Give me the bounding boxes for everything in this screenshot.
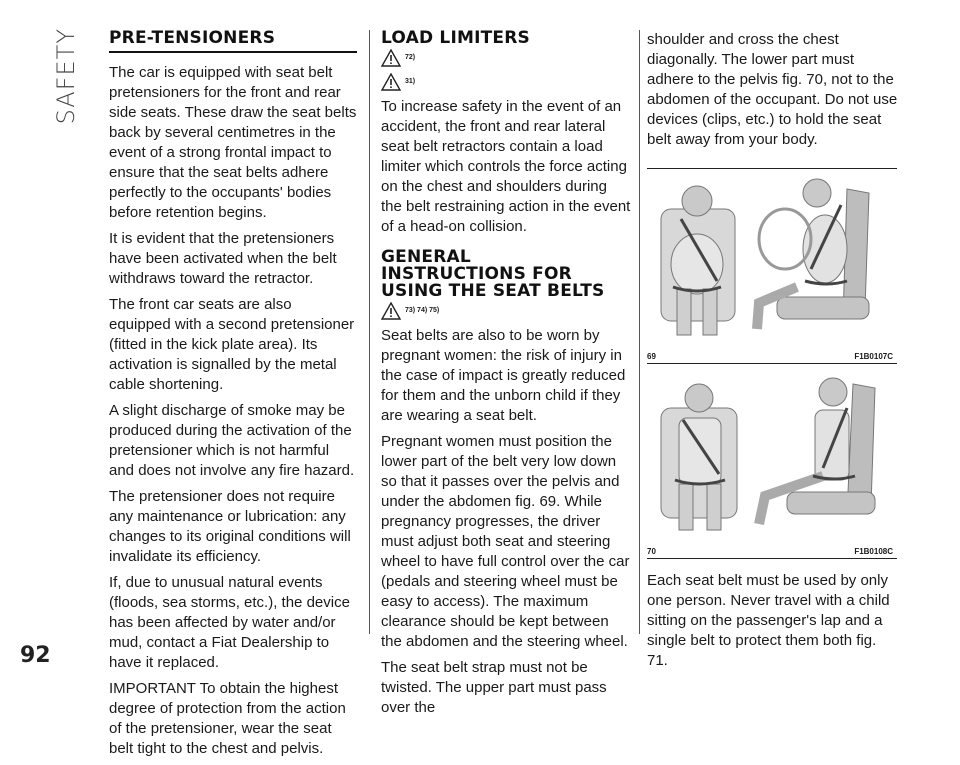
- heading-line: INSTRUCTIONS FOR: [381, 264, 572, 284]
- figure-number: 69: [647, 352, 656, 361]
- page-number: 92: [20, 643, 51, 668]
- paragraph: The pretensioner does not require any maintenance or lubrication: any changes to its original conditions will invalidate its efficiency.: [109, 488, 351, 565]
- heading-line: GENERAL: [381, 247, 471, 267]
- pretensioners-section: [109, 30, 357, 765]
- paragraph: It is evident that the pretensioners have been activated when the belt withdraws toward the retractor.: [109, 230, 337, 287]
- column-divider: [639, 30, 640, 634]
- caution-ref-label: 31): [405, 78, 416, 85]
- figure-caption: [647, 347, 897, 361]
- figure-69: [647, 168, 897, 364]
- warning-reference: [381, 49, 631, 69]
- paragraph: If, due to unusual natural events (floods, sea storms, etc.), the device has been affected by water and/or mud, contact a Fiat Dealership to have it replaced.: [109, 574, 350, 671]
- heading-line: USING THE SEAT BELTS: [381, 281, 605, 301]
- warning-triangle-icon: [381, 49, 401, 67]
- figure-70: [647, 364, 897, 559]
- pretensioners-heading: PRE-TENSIONERS: [109, 30, 357, 53]
- right-column: [647, 30, 899, 677]
- warning-ref-label: 73) 74) 75): [405, 307, 440, 314]
- load-limiters-heading: LOAD LIMITERS: [381, 28, 530, 48]
- figure-code: F1B0108C: [854, 547, 893, 556]
- general-instructions-heading: [381, 249, 631, 300]
- correct-belt-position-illustration: [647, 364, 897, 540]
- column-divider: [369, 30, 370, 634]
- paragraph: The seat belt strap must not be twisted. The upper part must pass over the: [381, 659, 607, 716]
- paragraph: The car is equipped with seat belt pretensioners for the front and rear side seats. These draw the seat belts back by several centimetres in the event of a strong frontal impact to ensure that the seat belts adhere perfectly to the occupants' bodies before retention begins.: [109, 64, 357, 221]
- paragraph: shoulder and cross the chest diagonally. The lower part must adhere to the pelvis fig. 70, not to the abdomen of the occupant. Do not use devices (clips, etc.) to hold the seat belt away from your body.: [647, 31, 898, 148]
- figure-code: F1B0107C: [854, 352, 893, 361]
- paragraph: Seat belts are also to be worn by pregnant women: the risk of injury in the case of impact is greatly reduced for them and the unborn child if they are wearing a seat belt.: [381, 327, 626, 424]
- figure-number: 70: [647, 547, 656, 556]
- figure-caption: [647, 542, 897, 556]
- paragraph: IMPORTANT To obtain the highest degree of protection from the action of the pretensioner, wear the seat belt tight to the chest and pelvis.: [109, 680, 346, 757]
- section-label: SAFETY: [52, 28, 80, 125]
- warning-triangle-icon: [381, 302, 401, 320]
- warning-reference: [381, 302, 631, 322]
- paragraph: Pregnant women must position the lower part of the belt very low down so that it passes over the pelvis and under the abdomen fig. 69. While pregnancy progresses, the driver must adjust both seat and steering wheel to have full control over the car (pedals and steering wheel must be easy to access). The maximum clearance should be kept between the abdomen and the steering wheel.: [381, 433, 630, 650]
- paragraph: To increase safety in the event of an accident, the front and rear lateral seat belt retractors contain a load limiter which controls the force acting on the chest and shoulders during the belt restraining action in the event of a head-on collision.: [381, 98, 631, 235]
- paragraph: The front car seats are also equipped with a second pretensioner (fitted in the kick plate area). Its activation is signalled by the metal cable shortening.: [109, 296, 355, 393]
- caution-reference: [381, 73, 631, 93]
- warning-ref-label: 72): [405, 54, 416, 61]
- paragraph: A slight discharge of smoke may be produced during the activation of the pretensioner which is not harmful and does not involve any fire hazard.: [109, 402, 355, 479]
- paragraph: Each seat belt must be used by only one person. Never travel with a child sitting on the passenger's lap and a single belt to protect them both fig. 71.: [647, 572, 890, 669]
- warning-triangle-icon: [381, 73, 401, 91]
- pregnant-woman-seat-belt-illustration: [647, 169, 897, 345]
- load-limiters-section: [381, 30, 631, 724]
